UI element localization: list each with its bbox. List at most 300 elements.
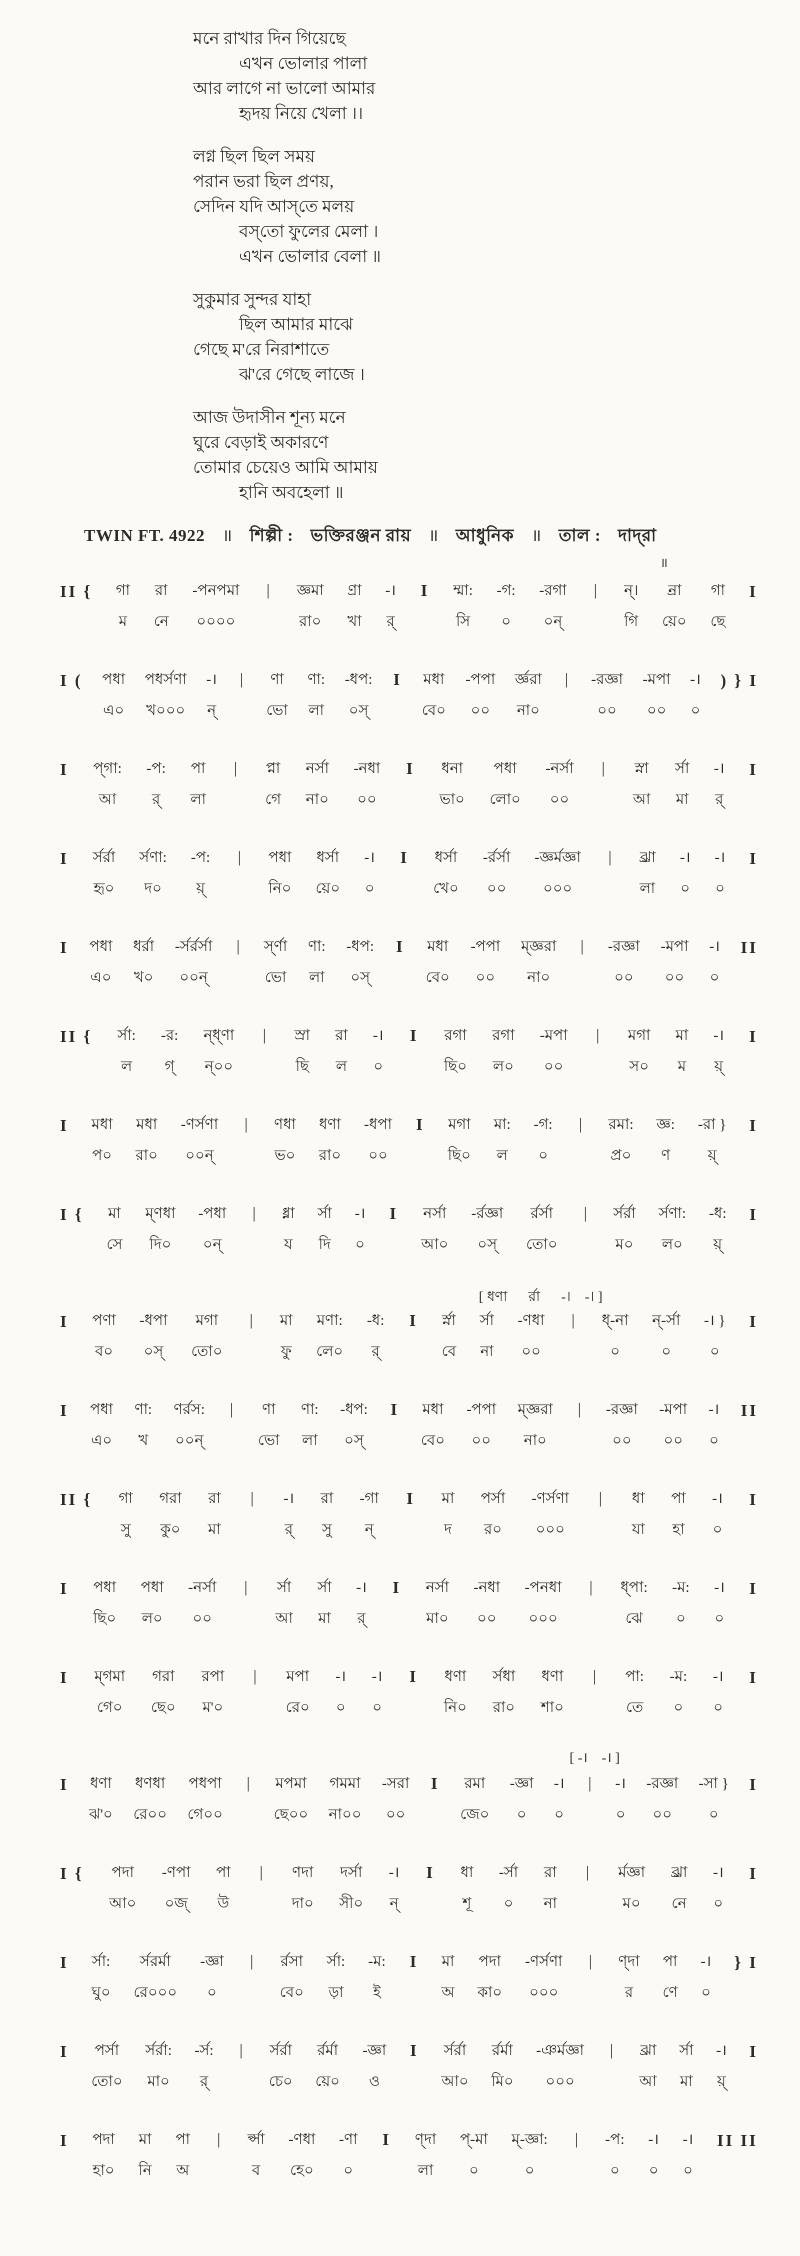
lyric-text: এ০ [103, 703, 125, 719]
notation-cell [608, 1115, 633, 1166]
lyric-text: ম'০ [202, 1700, 224, 1716]
notation-cell [195, 2041, 214, 2092]
notation-cell [275, 1578, 293, 1629]
swara-text: পা [662, 1954, 678, 1970]
notation-cell [605, 2130, 624, 2181]
bar-separator [571, 2130, 581, 2161]
notation-cell [473, 1578, 500, 1629]
swara-text: মা [441, 1954, 455, 1970]
swara-text: পা [216, 1865, 231, 1881]
lyric-text: অ [441, 1985, 455, 2001]
notation-cell [632, 1489, 645, 1540]
lyric-text: বে০ [420, 1433, 445, 1449]
notation-cell [512, 2130, 548, 2181]
swara-text: মা [675, 1028, 689, 1044]
swara-text: I [430, 1774, 439, 1793]
line-end-marker: I [749, 1027, 758, 1046]
bar-separator [226, 1400, 236, 1431]
lyric-text: বে০ [279, 1985, 304, 2001]
swara-text: | [229, 1401, 234, 1418]
swara-text: -রা } [697, 1117, 727, 1133]
swara-text: | [571, 1312, 575, 1329]
lyric-text: জে০ [460, 1807, 490, 1823]
line-start-marker: II { [60, 582, 93, 601]
swara-text: রপা [201, 1669, 225, 1685]
swara-text: র্স্ণা [263, 939, 288, 955]
line-start-marker: I [60, 938, 69, 957]
record-header [84, 523, 758, 551]
artist-name: ভক্তিরঞ্জন রায় [310, 526, 412, 545]
lyric-text: আ০ [109, 1896, 137, 1912]
swara-text: | [244, 1116, 248, 1133]
notation-cell [356, 1578, 367, 1629]
lyric-text: ন্ [364, 1522, 374, 1538]
notation-cell [161, 1026, 178, 1077]
notation-row [60, 1863, 758, 1914]
bar-separator [236, 2041, 246, 2072]
swara-text: -। [709, 939, 720, 955]
genre: আধুনিক [455, 526, 515, 545]
line-start-marker: I [60, 2131, 69, 2150]
notation-cell [92, 1115, 113, 1166]
notation-cell [192, 581, 239, 632]
notation-cell [289, 2130, 316, 2181]
swara-text: ধণা [444, 1669, 467, 1685]
swara-text: র্সা: [91, 1954, 111, 1970]
swara-text: -পপা [465, 672, 496, 688]
bar-separator [241, 1115, 251, 1146]
line-end-marker: I [749, 1312, 758, 1331]
measure-divider [408, 1667, 418, 1698]
swara-text: -পপা [466, 1402, 497, 1418]
notation-row [60, 1400, 758, 1451]
lyric-text: না০ [516, 703, 540, 719]
notation-cell [652, 1311, 680, 1362]
bar-separator [263, 581, 273, 612]
swara-text: ণদা [292, 1865, 314, 1881]
notation-cell [316, 1311, 343, 1362]
notation-cell [151, 1667, 176, 1718]
lyric-text: ভো [264, 970, 287, 986]
lyric-text: ০০ন্ [185, 1148, 214, 1164]
notation-cell [471, 1204, 503, 1255]
swara-text: ণা: [301, 1402, 319, 1418]
lyric-text: ড়া [328, 1985, 344, 2001]
notation-row [60, 1311, 758, 1362]
swara-text: দর্সা [340, 1865, 363, 1881]
lyric-text: ০০ন্ [175, 1433, 204, 1449]
notation-cell [269, 2041, 293, 2092]
swara-text: -সা } [698, 1776, 729, 1792]
lyric-text: ০ন্ [202, 1237, 222, 1253]
notation-cell [715, 848, 726, 899]
notation-cell [444, 1667, 467, 1718]
notation-cell [92, 1952, 111, 2003]
swara-text: | [580, 938, 584, 955]
swara-text: রা [544, 1865, 557, 1881]
lyric-text: ন্ [207, 703, 217, 719]
notation-row [60, 1026, 758, 1077]
swara-text: প্-মা [459, 2132, 488, 2148]
swara-text: -মপা [539, 1028, 568, 1044]
swara-text: -। [553, 1776, 565, 1792]
section-separator: ॥ [221, 526, 233, 545]
lyric-text: স০ [629, 1059, 649, 1075]
swara-text: র্সর্রা [613, 1206, 636, 1222]
notation-cell [265, 759, 281, 810]
notation-row [60, 848, 758, 899]
swara-text: পধপা [188, 1776, 222, 1792]
catalog-number: TWIN FT. 4922 [84, 526, 205, 545]
bar-separator [586, 1578, 596, 1609]
lyric-text: ০ [372, 1700, 383, 1716]
lyric-text: সু [321, 1522, 332, 1538]
notation-cell [701, 1952, 712, 2003]
swara-text: মণা: [316, 1313, 343, 1329]
lyric-text: ০ [714, 1611, 725, 1627]
swara-text: | [259, 1864, 263, 1881]
swara-text: নর্সা [423, 1206, 447, 1222]
notation-cell [499, 1863, 518, 1914]
swara-text: ন্। [623, 583, 639, 599]
notation-cell [544, 1863, 557, 1914]
swara-text: রা [154, 583, 168, 599]
notation-cell [483, 848, 511, 899]
lyric-text: মি০ [491, 2074, 514, 2090]
swara-text: -। [713, 761, 725, 777]
notation-cell [307, 670, 325, 721]
notation-cell [613, 1204, 636, 1255]
swara-text: -। [335, 1669, 347, 1685]
lyric-text: মা [318, 1611, 331, 1627]
swara-text: I [409, 2041, 418, 2060]
lyric-text: তো০ [526, 1237, 558, 1253]
notation-cell [119, 1489, 133, 1540]
lyric-text: রা০ [135, 1148, 158, 1164]
lyric-text: ০০ [470, 703, 491, 719]
lyric-text: লা [308, 970, 325, 986]
swara-text: -। [712, 1865, 724, 1881]
notation-cell [713, 1026, 724, 1077]
taal-name: দাদ্‌রা [618, 526, 657, 545]
lyric-text: আ [275, 1611, 293, 1627]
lyric-text: ০ [343, 2163, 354, 2179]
lyric-text: য়ে০ [315, 2074, 340, 2090]
notation-cell [602, 1311, 629, 1362]
lyric-text: ০ [709, 1344, 720, 1360]
swara-text: গরা [159, 1491, 182, 1507]
notation-cell [284, 1489, 295, 1540]
line-start-marker: II { [60, 1027, 93, 1046]
notation-cell [367, 1311, 385, 1362]
swara-text: রমা: [608, 1117, 634, 1133]
swara-text: র্সণা: [139, 850, 167, 866]
lyric-text: খ০ [133, 970, 154, 986]
notation-cell [713, 1667, 724, 1718]
bar-separator [250, 1667, 260, 1698]
line-end-marker: I [749, 849, 758, 868]
line-start-marker: I ( [60, 671, 83, 690]
notation-cell [91, 2041, 122, 2092]
notation-cell [364, 848, 375, 899]
notation-cell [340, 1400, 368, 1451]
notation-cell [545, 759, 573, 810]
swara-text: | [253, 1668, 257, 1685]
swara-text: র্সা [675, 761, 690, 777]
swara-text: -ণর্সণা [180, 1117, 219, 1133]
lyric-text: ল [335, 1059, 348, 1075]
swara-text: -গ: [533, 1117, 553, 1133]
swara-text: -পনধা [524, 1580, 562, 1596]
lyric-text: অ [176, 2163, 190, 2179]
notation-cell [704, 1311, 726, 1362]
swara-text: -ধ: [708, 1206, 727, 1222]
notation-cell [492, 1026, 514, 1077]
notation-cell [461, 1863, 474, 1914]
swara-text: পধা [102, 672, 126, 688]
swara-text: র্প্সা [247, 2132, 265, 2148]
lyric-text: ছি০ [447, 1148, 471, 1164]
lyric-text: ছে [710, 614, 726, 630]
notation-cell [683, 2130, 694, 2181]
lyric-text: ০০০ [543, 881, 573, 897]
notation-cell [515, 670, 542, 721]
lyric-text: নি০ [268, 881, 292, 897]
notation-line [60, 1952, 758, 2003]
lyric-text: লা [639, 881, 656, 897]
line-start-marker: I [60, 1312, 69, 1331]
swara-text: | [564, 671, 569, 688]
notation-cell [335, 1026, 348, 1077]
notation-line [60, 759, 758, 810]
notation-cell [639, 2041, 657, 2092]
swara-text: -প: [190, 850, 211, 866]
swara-text: ধা [631, 1491, 645, 1507]
lyric-text: য়্ [196, 881, 205, 897]
lyric-text: কা০ [477, 1985, 503, 2001]
swara-text: ণা: [134, 1402, 153, 1418]
swara-text: র্সরর্মা [139, 1954, 171, 1970]
bar-separator [605, 848, 615, 879]
swara-text: ণ্দা [618, 1954, 640, 1970]
swara-text: পণা [92, 1313, 116, 1329]
notation-cell [442, 1489, 455, 1540]
swara-text: মগা [627, 1028, 651, 1044]
swara-text: ধণা [319, 1117, 341, 1133]
notation-cell [433, 848, 459, 899]
lyric-text: ছি০ [443, 1059, 467, 1075]
lyric-text: ০ [661, 1344, 672, 1360]
swara-text: -জ্ঞর্মজ্ঞা [534, 850, 581, 866]
swara-text: স্না [634, 761, 649, 777]
notation-cell [532, 1489, 569, 1540]
notation-cell [295, 1026, 310, 1077]
notation-cell [621, 1578, 648, 1629]
poem-line: বস্‌তো ফুলের মেলা । [239, 222, 379, 241]
lyric-text: ০ [335, 1700, 346, 1716]
notation-cell [321, 1489, 334, 1540]
lyric-text: নে [153, 614, 169, 630]
swara-text: জ্ঞ: [656, 1117, 675, 1133]
swara-text: -ঞর্মজ্ঞা [536, 2043, 585, 2059]
notation-cell [526, 1204, 557, 1255]
lyric-text: রা০ [492, 1700, 516, 1716]
notation-cell [339, 2130, 357, 2181]
swara-text: র্রর্মা [491, 2043, 513, 2059]
swara-text: র্রর্মা [317, 2043, 339, 2059]
notation-cell [518, 1311, 545, 1362]
notation-line [60, 1578, 758, 1629]
swara-text: র্সা [317, 1580, 332, 1596]
swara-text: -। [690, 672, 701, 688]
notation-cell [93, 1578, 116, 1629]
swara-text: -র্সর্রর্সা [174, 939, 213, 955]
lyric-text: আ [639, 2074, 657, 2090]
poem-stanza [193, 144, 758, 269]
swara-text: ণর্রস: [173, 1402, 205, 1418]
notation-cell [709, 937, 720, 988]
lyric-text: ০০ [521, 1344, 541, 1360]
lyric-text: র [624, 1985, 634, 2001]
swara-text: | [574, 2131, 579, 2148]
lyric-text: বে০ [425, 970, 450, 986]
notation-cell [268, 848, 291, 899]
swara-text: -রজ্ঞা [591, 672, 624, 688]
bar-separator [231, 759, 241, 790]
bar-separator [593, 1026, 603, 1057]
lyric-text: য়্ [717, 2074, 726, 2090]
lyric-text: ল [120, 1059, 133, 1075]
lyric-text: ০স্ [477, 1237, 498, 1253]
swara-text: -সরা [381, 1776, 410, 1792]
lyric-text: র্ [151, 792, 161, 808]
swara-text: -। } [703, 1313, 726, 1329]
bar-separator [568, 1311, 578, 1342]
lyric-text: ০ [715, 881, 725, 897]
notation-cell [389, 1863, 400, 1914]
swara-text: -পধা [198, 1206, 227, 1222]
swara-text: র্সা [479, 1313, 495, 1329]
notation-cell [297, 581, 324, 632]
bar-separator [233, 937, 243, 968]
notation-line [60, 2130, 758, 2181]
notation-cell [679, 2041, 693, 2092]
swara-text: -। [364, 850, 375, 866]
lyric-text: ম [118, 614, 128, 630]
notation-row [60, 1489, 758, 1540]
lyric-text: ণে [662, 1985, 678, 2001]
swara-text: গা [710, 583, 725, 599]
notation-cell [639, 848, 656, 899]
notation-cell [525, 1952, 562, 2003]
bar-separator [214, 2130, 224, 2161]
swara-text: ধ্-না [601, 1313, 629, 1329]
lyric-text: ০ [554, 1807, 565, 1823]
bar-separator [585, 1952, 595, 1983]
notation-cell [203, 1026, 234, 1077]
poem-line: পরান ভরা ছিল প্রণয়, [193, 172, 334, 191]
lyric-text: রে০ [285, 1700, 310, 1716]
lyric-text: ও [368, 2074, 380, 2090]
lyric-text: য়ে০ [661, 614, 687, 630]
swara-text: | [585, 1864, 590, 1881]
swara-text: মা [138, 2132, 152, 2148]
swara-text: রা [320, 1491, 334, 1507]
lyric-text: ঝ'০ [89, 1807, 113, 1823]
notation-cell [301, 1400, 319, 1451]
lyric-text: ০০ [475, 970, 496, 986]
notation-cell [94, 1667, 125, 1718]
notation-cell [92, 2130, 114, 2181]
lyric-text: দ০ [144, 881, 162, 897]
notation-cell [440, 759, 465, 810]
swara-text: | [239, 2042, 243, 2059]
swara-text: I [416, 1115, 424, 1134]
lyric-text: ০ [609, 2163, 620, 2179]
notation-cell [136, 1115, 158, 1166]
swara-text: -র্রজ্ঞা [471, 1206, 504, 1222]
notation-cell [671, 1863, 688, 1914]
measure-divider [388, 1204, 398, 1235]
lyric-text: বে [441, 1344, 457, 1360]
swara-text: গা [115, 583, 131, 599]
lyric-text: খ০০০ [146, 703, 186, 719]
lyric-text: তো০ [191, 1344, 223, 1360]
lyric-text: না [480, 1344, 494, 1360]
notation-cell [493, 1667, 516, 1718]
notation-cell [491, 2041, 513, 2092]
lyric-text: সী০ [339, 1896, 364, 1912]
notation-cell [145, 1204, 175, 1255]
swara-text: মপা [286, 1669, 310, 1685]
notation-cell [102, 670, 125, 721]
notation-area [60, 581, 758, 2181]
notation-cell [494, 1115, 511, 1166]
notation-cell [317, 1578, 331, 1629]
lyric-text: ল [496, 1148, 508, 1164]
bar-separator [256, 1863, 266, 1894]
swara-text: -। [714, 1580, 725, 1596]
lyric-text: মা০ [426, 1611, 449, 1627]
swara-text: ধর্সা [316, 850, 340, 866]
swara-text: ধর্সা [434, 850, 458, 866]
line-end-marker: I [749, 582, 758, 601]
lyric-text: তে [625, 1700, 644, 1716]
line-end-marker: II [740, 1401, 758, 1420]
notation-cell [680, 848, 691, 899]
notation-cell [308, 937, 326, 988]
line-end-marker: ) } I [720, 671, 758, 690]
lyric-text: ০০ [192, 1611, 213, 1627]
swara-text: র্রর্সা [530, 1206, 554, 1222]
bar-separator [598, 759, 608, 790]
lyric-text: র্ [199, 2074, 209, 2090]
poem-line: সেদিন যদি আস্‌তে মলয় [193, 197, 355, 216]
swara-text: | [246, 1775, 250, 1792]
swara-text: -পপা [470, 939, 501, 955]
swara-text: গা [118, 1491, 133, 1507]
lyric-text: ০ [709, 970, 720, 986]
bar-separator [590, 1667, 600, 1698]
lyric-text: গে০ [96, 1700, 123, 1716]
lyric-text: লা [417, 2163, 434, 2179]
swara-text: | [250, 1490, 254, 1507]
swara-text: পর্সা [480, 1491, 506, 1507]
lyric-text: আ [98, 792, 117, 808]
swara-text: -। [354, 1206, 366, 1222]
measure-divider [392, 670, 402, 701]
taal-label: তাল : [558, 526, 602, 545]
